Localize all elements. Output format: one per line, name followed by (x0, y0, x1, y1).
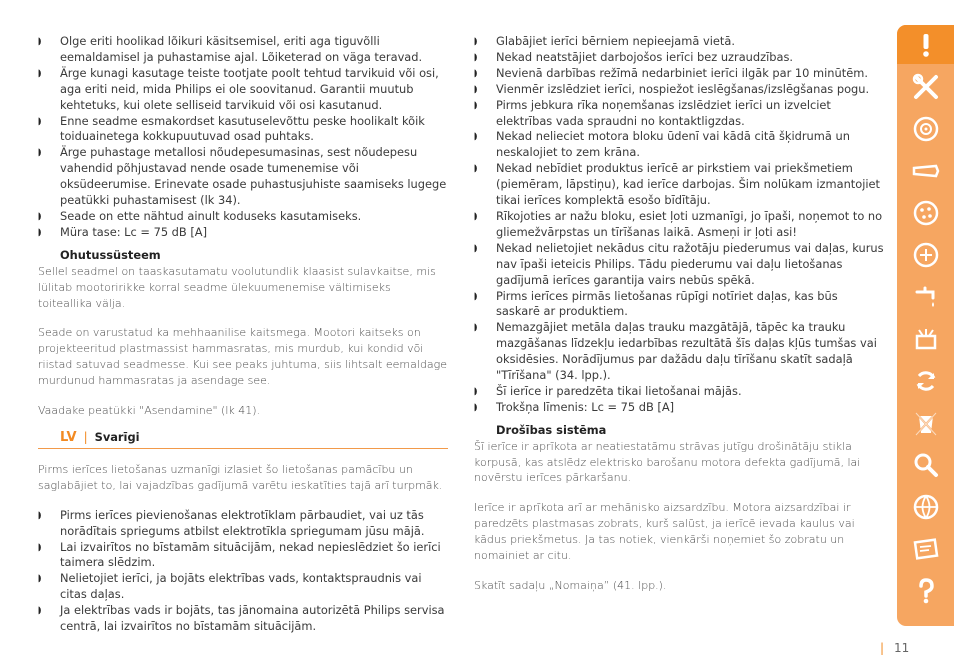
tap-icon[interactable] (897, 277, 954, 316)
page-number-divider: | (880, 641, 885, 655)
paragraph: Ierīce ir aprīkota arī ar mehānisko aizsardzību. Motora aizsardzībai ir paredzēts plastmasas zobrats, kurš salūst, ja ierīcē ievada kaulus vai kādus priekšmetus. Ja tas notiek, vienkārši noņemiet šo zobratu un nomainiet ar citu. (474, 501, 855, 563)
list-item: ◗ Glabājiet ierīci bērniem nepieejamā vietā. (474, 34, 884, 50)
list-item: ◗ Nekad nelieciet motora bloku ūdenī vai kādā citā šķidrumā un neskalojiet to zem krāna. (474, 129, 884, 161)
list-item: ◗ Rīkojoties ar nažu bloku, esiet ļoti uzmanīgi, jo īpaši, noņemot to no gliemežvārpstas un tīrīšanas laikā. Asmeņi ir ļoti asi! (474, 209, 884, 241)
magnifier-icon[interactable] (897, 445, 954, 484)
lv-bullet-list (38, 508, 448, 635)
recycle-bin-icon[interactable] (897, 403, 954, 442)
chapter-sidebar (897, 25, 954, 626)
paragraph: Sellel seadmel on taaskasutamatu voolutundlik klaasist sulavkaitse, mis lülitab mootoririkke korral seadme ülekuumenemise vältimiseks toiteallika välja. (38, 264, 436, 310)
list-item: ◗ Pirms ierīces pievienošanas elektrotīklam pārbaudiet, vai uz tās norādītais spriegums atbilst elektrotīkla spriegumam jūsu mājā. (38, 508, 448, 540)
language-code: LV (60, 429, 77, 445)
page-number (880, 641, 909, 655)
cycle-icon[interactable] (897, 361, 954, 400)
separator: | (83, 429, 88, 444)
list-item: ◗ Vienmēr izslēdziet ierīci, nospiežot ieslēgšanas/izslēgšanas pogu. (474, 82, 884, 98)
section-heading: Drošības sistēma (496, 422, 607, 437)
lv-bullet-list-continued (474, 34, 884, 416)
list-item: ◗ Nekad nebīdiet produktus ierīcē ar pirkstiem vai priekšmetiem (piemēram, lāpstiņu), kad ierīce darbojas. Šim nolūkam izmantojiet tikai ierīces komplektā esošo bīdītāju. (474, 161, 884, 209)
left-column (38, 34, 448, 635)
right-column (474, 34, 884, 594)
et-bullet-list (38, 34, 448, 241)
section-title: Svarīgi (94, 429, 140, 444)
language-header (38, 429, 448, 449)
list-item: ◗ Nevienā darbības režīmā nedarbiniet ierīci ilgāk par 10 minūtēm. (474, 66, 884, 82)
list-item: ◗ Olge eriti hoolikad lõikuri käsitsemisel, eriti aga tiguvõlli eemaldamisel ja puhastamise ajal. Lõiketerad on väga teravad. (38, 34, 448, 66)
list-item: ◗ Nelietojiet ierīci, ja bojāts elektrības vads, kontaktspraudnis vai citas daļas. (38, 571, 448, 603)
list-item: ◗ Seade on ette nähtud ainult koduseks kasutamiseks. (38, 209, 448, 225)
list-item: ◗ Müra tase: Lc = 75 dB [A] (38, 225, 448, 241)
paragraph: Šī ierīce ir aprīkota ar neatiestatāmu strāvas jutīgu drošinātāju stikla korpusā, kas atslēdz elektrisko barošanu motora defekta gadījumā, lai novērstu ierīces pārkaršanu. (474, 439, 861, 485)
list-item: ◗ Nekad nelietojiet nekādus citu ražotāju piederumus vai daļas, kurus nav īpaši ieteicis Philips. Tādu piederumu vai daļu lietošanas gadījumā ierīces garantija vairs nebūs spēkā. (474, 241, 884, 289)
globe-icon[interactable] (897, 487, 954, 526)
list-item: ◗ Pirms ierīces pirmās lietošanas rūpīgi notīriet daļas, kas būs saskarē ar produktiem. (474, 289, 884, 321)
paragraph: Skatīt sadaļu „Nomaiņa” (41. lpp.). (474, 579, 667, 592)
question-icon[interactable] (897, 571, 954, 610)
tools-icon[interactable] (897, 67, 954, 106)
list-item: ◗ Ärge kunagi kasutage teiste tootjate poolt tehtud tarvikuid või osi, aga eriti neid, mida Philips ei ole soovitanud. Garantii muutub kehtetuks, kui olete selliseid tarvikuid või osi kasutanud. (38, 66, 448, 114)
page-number-value: 11 (894, 641, 910, 655)
section-heading: Ohutussüsteem (60, 247, 161, 262)
paragraph: Vaadake peatükki "Asendamine" (lk 41). (38, 404, 261, 418)
pusher-icon[interactable] (897, 151, 954, 190)
list-item: ◗ Ärge puhastage metallosi nõudepesumasinas, sest nõudepesu vahendid põhjustavad nende osade tumenemise või oksüdeerumise. Erinevate osade puhastusjuhiste saamiseks lugege peatükki puhastamisest (lk 34). (38, 145, 448, 209)
list-item: ◗ Lai izvairītos no bīstamām situācijām, nekad nepieslēdziet šo ierīci taimera slēdzim. (38, 540, 448, 572)
dish-icon[interactable] (897, 235, 954, 274)
warning-icon[interactable] (897, 25, 954, 64)
list-item: ◗ Nemazgājiet metāla daļas trauku mazgātājā, tāpēc ka trauku mazgāšanas līdzekļu iedarbības rezultātā šīs daļas kļūs tumšas vai oksidēsies. Norādījumus par dažādu daļu tīrīšanu skatīt sadaļā "Tīrīšana" (34. lpp.). (474, 320, 884, 384)
list-item: ◗ Nekad neatstājiet darbojošos ierīci bez uzraudzības. (474, 50, 884, 66)
shredder-icon[interactable] (897, 319, 954, 358)
list-item: ◗ Ja elektrības vads ir bojāts, tas jānomaina autorizētā Philips servisa centrā, lai izvairītos no bīstamām situācijām. (38, 603, 448, 635)
paragraph: Seade on varustatud ka mehhaanilise kaitsmega. Mootori kaitseks on projekteeritud plastmassist hammasratas, mis murdub, kui kondid või riistad satuvad seadmesse. Kui see peaks juhtuma, siis lihtsalt eemaldage murdunud hammasratas ja asendage see. (38, 326, 448, 388)
list-item: ◗ Pirms jebkura rīka noņemšanas izslēdziet ierīci un izvelciet elektrības vada spraudni no kontaktligzdas. (474, 98, 884, 130)
guarantee-icon[interactable] (897, 529, 954, 568)
grinder-disc-icon[interactable] (897, 193, 954, 232)
list-item: ◗ Trokšņa līmenis: Lc = 75 dB [A] (474, 400, 884, 416)
disc-icon[interactable] (897, 109, 954, 148)
list-item: ◗ Šī ierīce ir paredzēta tikai lietošanai mājās. (474, 384, 884, 400)
list-item: ◗ Enne seadme esmakordset kasutuselevõttu peske hoolikalt kõik toiduainetega kokkupuutuvad osad puhtaks. (38, 114, 448, 146)
paragraph: Pirms ierīces lietošanas uzmanīgi izlasiet šo lietošanas pamācību un saglabājiet to, lai vajadzības gadījumā varētu ieskatīties tajā arī turpmāk. (38, 462, 443, 492)
